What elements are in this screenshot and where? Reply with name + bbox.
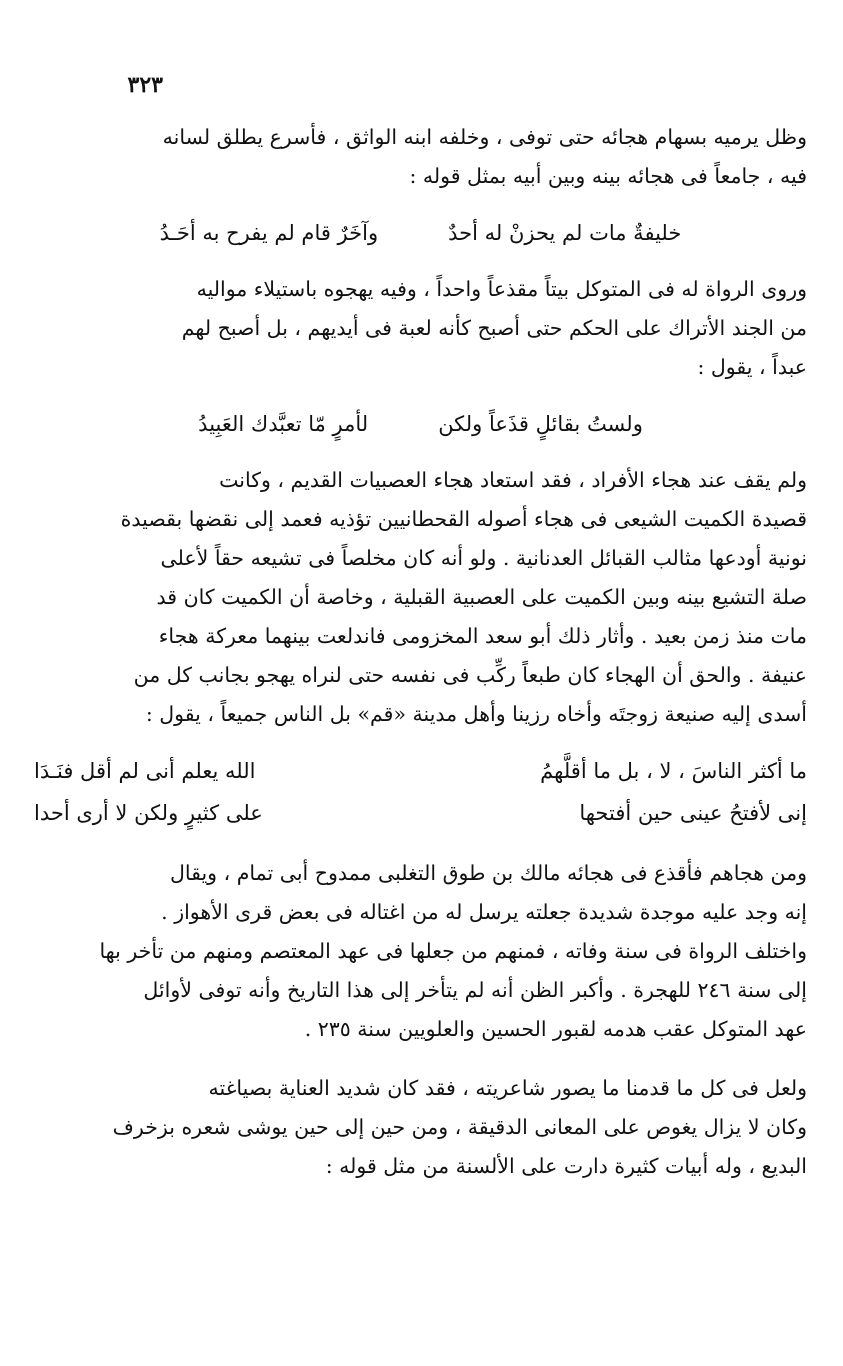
- text-line: مات منذ زمن بعيد . وأثار ذلك أبو سعد المخزومى فاندلعت بينهما معركة هجاء: [158, 624, 807, 648]
- text-line: ولم يقف عند هجاء الأفراد ، فقد استعاد هجاء العصبيات القديم ، وكانت: [219, 468, 807, 492]
- paragraph-5: [34, 1069, 807, 1186]
- text-line: ولعل فى كل ما قدمنا ما يصور شاعريته ، فقد كان شديد العناية بصياغته: [208, 1076, 807, 1100]
- text-line: فيه ، جامعاً فى هجائه بينه وبين أبيه بمثل قوله :: [409, 164, 807, 188]
- text-line: عبداً ، يقول :: [697, 355, 807, 379]
- verse-2: [34, 403, 807, 445]
- text-line: قصيدة الكميت الشيعى فى هجاء أصوله القحطانيين تؤذيه فعمد إلى نقضها بقصيدة: [120, 507, 807, 531]
- verse-second-hemistich: وآخَرٌ قام لم يفرح به أحَـدُ: [159, 221, 379, 245]
- verse-1: [34, 212, 807, 254]
- text-line: أسدى إليه صنيعة زوجتَه وأخاه رزينا وأهل مدينة «قم» بل الناس جميعاً ، يقول :: [145, 702, 807, 726]
- paragraph-1: [34, 118, 807, 196]
- text-line: ومن هجاهم فأقذع فى هجائه مالك بن طوق التغلبى ممدوح أبى تمام ، ويقال: [169, 861, 807, 885]
- text-line: وكان لا يزال يغوص على المعانى الدقيقة ، ومن حين إلى حين يوشى شعره بزخرف: [112, 1115, 807, 1139]
- page-content: [34, 118, 807, 1186]
- verse-second-hemistich: لأمرٍ مّا تعبَّدك العَبِيدُ: [198, 412, 369, 436]
- verse-3: [34, 750, 807, 792]
- text-line: نونية أودعها مثالب القبائل العدنانية . ولو أنه كان مخلصاً فى تشيعه حقاً لأعلى: [160, 546, 807, 570]
- verse-second-hemistich: الله يعلم أنى لم أقل فنَـدَا: [34, 759, 256, 783]
- text-line: إنه وجد عليه موجدة شديدة جعلته يرسل له من اغتاله فى بعض قرى الأهواز .: [161, 900, 807, 924]
- verse-first-hemistich: ما أكثر الناسَ ، لا ، بل ما أقلَّهمُ: [540, 759, 807, 783]
- text-line: إلى سنة ٢٤٦ للهجرة . وأكبر الظن أنه لم يتأخر إلى هذا التاريخ وأنه توفى لأوائل: [143, 978, 807, 1002]
- text-line: واختلف الرواة فى سنة وفاته ، فمنهم من جعلها فى عهد المعتصم ومنهم من تأخر بها: [99, 939, 807, 963]
- text-line: وظل يرميه بسهام هجائه حتى توفى ، وخلفه ابنه الواثق ، فأسرع يطلق لسانه: [162, 125, 807, 149]
- text-line: وروى الرواة له فى المتوكل بيتاً مقذعاً واحداً ، وفيه يهجوه باستيلاء مواليه: [196, 277, 807, 301]
- paragraph-4: [34, 854, 807, 1049]
- verse-4: [34, 792, 807, 834]
- page-number: ٣٢٣: [127, 72, 163, 98]
- paragraph-3: [34, 461, 807, 734]
- verse-second-hemistich: على كثيرٍ ولكن لا أرى أحدا: [34, 801, 263, 825]
- text-line: البديع ، وله أبيات كثيرة دارت على الألسنة من مثل قوله :: [325, 1154, 807, 1178]
- text-line: صلة التشيع بينه وبين الكميت على العصبية القبلية ، وخاصة أن الكميت كان قد: [156, 585, 807, 609]
- paragraph-2: [34, 270, 807, 387]
- text-line: عهد المتوكل عقب هدمه لقبور الحسين والعلويين سنة ٢٣٥ .: [304, 1017, 807, 1041]
- verse-first-hemistich: خليفةٌ مات لم يحزنْ له أحدٌ: [448, 221, 682, 245]
- verse-first-hemistich: إنى لأفتحُ عينى حين أفتحها: [579, 801, 807, 825]
- verse-first-hemistich: ولستُ بقائلٍ قذَعاً ولكن: [438, 412, 643, 436]
- text-line: عنيفة . والحق أن الهجاء كان طبعاً ركِّب فى نفسه حتى لنراه يهجو بجانب كل من: [133, 663, 807, 687]
- text-line: من الجند الأتراك على الحكم حتى أصبح كأنه لعبة فى أيديهم ، بل أصبح لهم: [181, 316, 807, 340]
